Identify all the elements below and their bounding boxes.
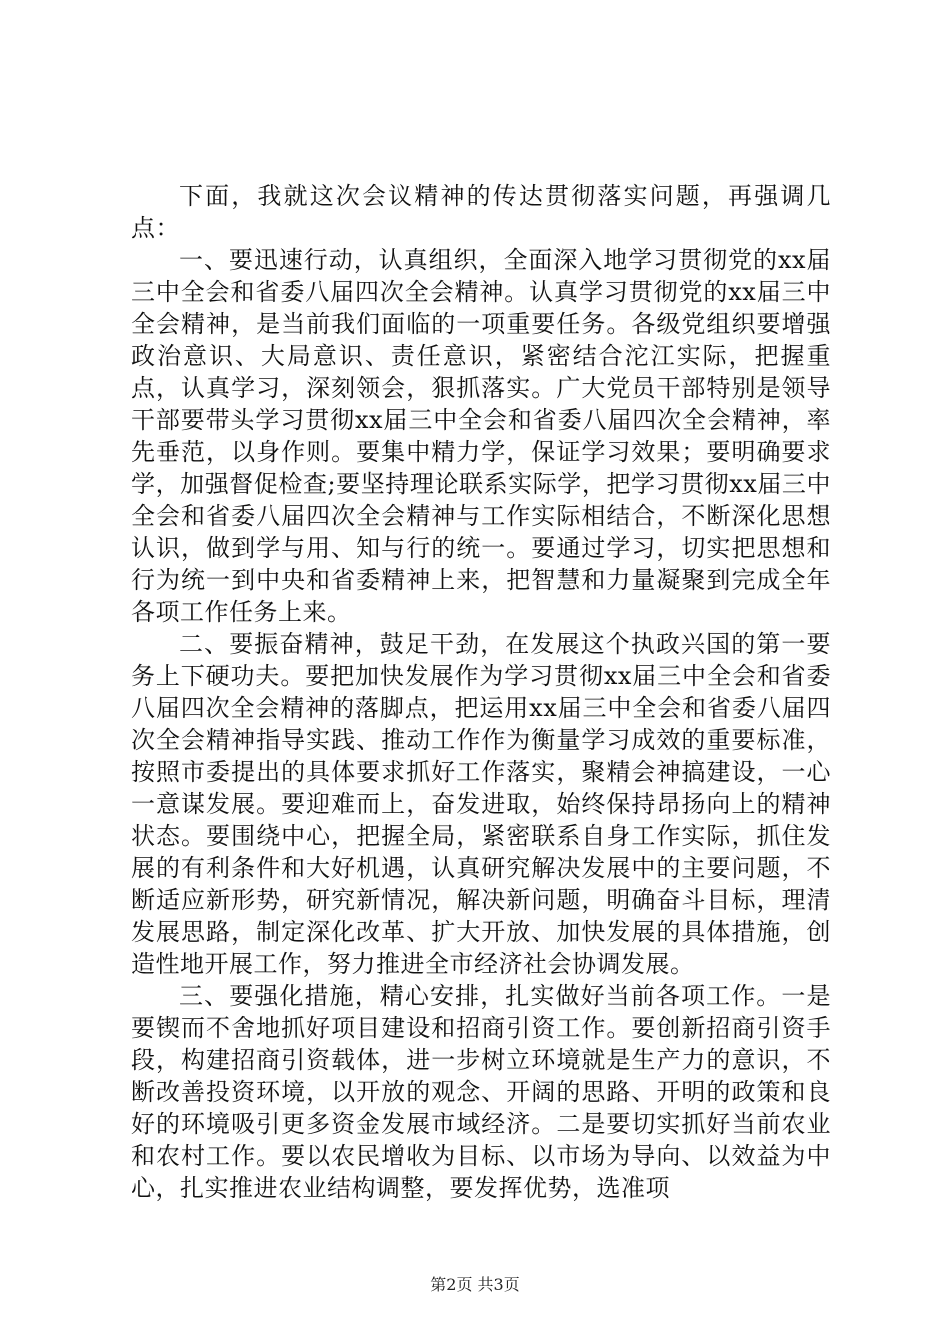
page-footer: 第2页 共3页 (430, 1275, 520, 1294)
paragraph-point-one: 一、要迅速行动，认真组织，全面深入地学习贯彻党的xx届三中全会和省委八届四次全会精神。认真学习贯彻党的xx届三中全会精神，是当前我们面临的一项重要任务。各级党组织要增强政治意识、大局意识、责任意识，紧密结合沱江实际，把握重点，认真学习，深刻领会，狠抓落实。广大党员干部特别是领导干部要带头学习贯彻xx届三中全会和省委八届四次全会精神，率先垂范，以身作则。要集中精力学，保证学习效果；要明确要求学，加强督促检查;要坚持理论联系实际学，把学习贯彻xx届三中全会和省委八届四次全会精神与工作实际相结合，不断深化思想认识，做到学与用、知与行的统一。要通过学习，切实把思想和行为统一到中央和省委精神上来，把智慧和力量凝聚到完成全年各项工作任务上来。 (131, 246, 831, 626)
paragraph-point-two: 二、要振奋精神，鼓足干劲，在发展这个执政兴国的第一要务上下硬功夫。要把加快发展作为学习贯彻xx届三中全会和省委八届四次全会精神的落脚点，把运用xx届三中全会和省委八届四次全会精神指导实践、推动工作作为衡量学习成效的重要标准，按照市委提出的具体要求抓好工作落实，聚精会神搞建设，一心一意谋发展。要迎难而上，奋发进取，始终保持昂扬向上的精神状态。要围绕中心，把握全局，紧密联系自身工作实际，抓住发展的有利条件和大好机遇，认真研究解决发展中的主要问题，不断适应新形势，研究新情况，解决新问题，明确奋斗目标，理清发展思路，制定深化改革、扩大开放、加快发展的具体措施，创造性地开展工作，努力推进全市经济社会协调发展。 (131, 630, 831, 978)
paragraph-intro: 下面，我就这次会议精神的传达贯彻落实问题，再强调几点： (131, 182, 831, 242)
paragraph-point-three: 三、要强化措施，精心安排，扎实做好当前各项工作。一是要锲而不舍地抓好项目建设和招商引资工作。要创新招商引资手段，构建招商引资载体，进一步树立环境就是生产力的意识，不断改善投资环境，以开放的观念、开阔的思路、开明的政策和良好的环境吸引更多资金发展市域经济。二是要切实抓好当前农业和农村工作。要以农民增收为目标、以市场为导向、以效益为中心，扎实推进农业结构调整，要发挥优势，选准项 (131, 982, 831, 1202)
document-body (131, 180, 831, 1204)
